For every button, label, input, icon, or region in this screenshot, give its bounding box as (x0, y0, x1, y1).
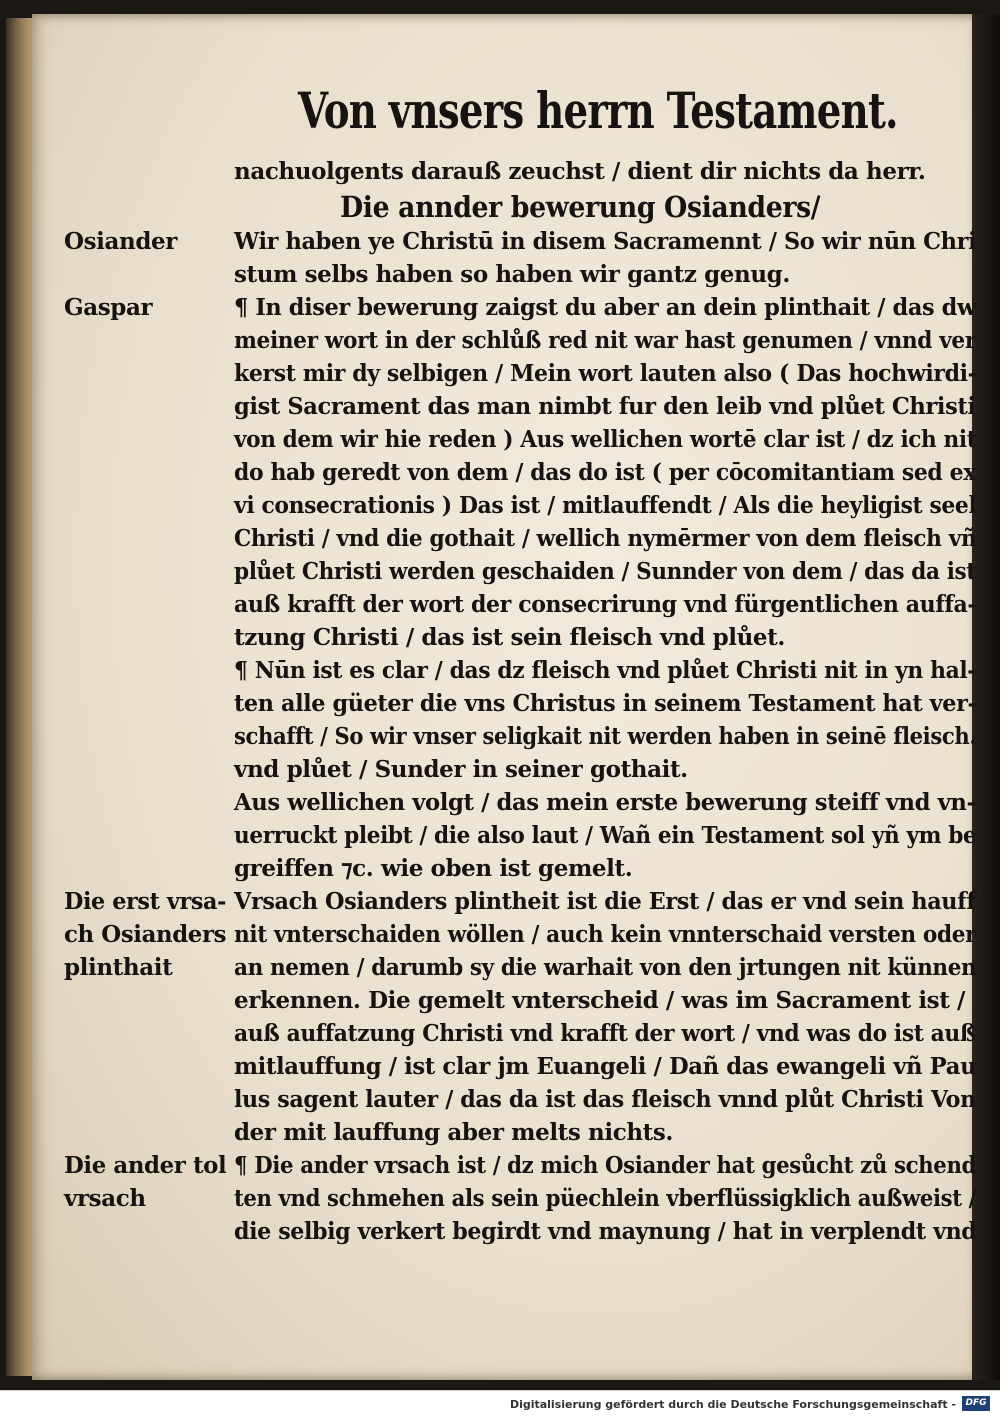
body-line: vi consecrationis ) Das ist / mitlauffendt / Als die heyligist seel (234, 492, 977, 519)
marginal-note: Die erst vrsa- (64, 888, 226, 915)
marginal-note: vrsach (64, 1185, 146, 1212)
body-line: do hab geredt von dem / das do ist ( per cōcomitantiam sed ex (234, 459, 976, 486)
marginal-note: Die ander tol (64, 1152, 227, 1179)
body-line: uerruckt pleibt / die also laut / Wañ ein Testament sol yñ ym be (234, 822, 977, 849)
body-line: schafft / So wir vnser seligkait nit werden haben in seinē fleisch. (234, 723, 977, 750)
body-line: an nemen / darumb sy die warhait von den jrtungen nit künnen (234, 954, 977, 981)
body-line: auß auffatzung Christi vnd krafft der wort / vnd was do ist auß (234, 1020, 977, 1047)
body-line: ten alle güeter die vns Christus in seinem Testament hat ver- (234, 690, 977, 717)
body-line: ¶ In diser bewerung zaigst du aber an dein plinthait / das dw (234, 294, 976, 321)
marginal-note: ch Osianders (64, 921, 227, 948)
body-line: die selbig verkert begirdt vnd maynung / hat in verplendt vnd (234, 1218, 977, 1245)
body-line: Christi / vnd die gothait / wellich nymērmer von dem fleisch vñ (234, 525, 977, 552)
body-line: stum selbs haben so haben wir gantz genug. (234, 261, 790, 288)
body-line: meiner wort in der schlůß red nit war hast genumen / vnnd ver (234, 327, 976, 354)
body-line: nachuolgents darauß zeuchst / dient dir nichts da herr. (234, 158, 926, 185)
marginal-note: Gaspar (64, 294, 153, 321)
body-line: vnd plůet / Sunder in seiner gothait. (234, 756, 688, 783)
body-line: auß krafft der wort der consecrirung vnd fürgentlichen auffa- (234, 591, 977, 618)
marginal-note: Osiander (64, 228, 177, 255)
body-line: kerst mir dy selbigen / Mein wort lauten also ( Das hochwirdi- (234, 360, 977, 387)
body-line: ¶ Die ander vrsach ist / dz mich Osiander hat gesůcht zů schend (234, 1152, 977, 1179)
body-line: von dem wir hie reden ) Aus wellichen wortē clar ist / dz ich nit (234, 426, 977, 453)
marginal-note: plinthait (64, 954, 173, 981)
funding-credit: Digitalisierung gefördert durch die Deutsche Forschungsgemeinschaft - (509, 1398, 956, 1411)
body-line: gist Sacrament das man nimbt fur den leib vnd plůet Christi (234, 393, 976, 420)
body-line: lus sagent lauter / das da ist das fleisch vnnd plůt Christi Von (234, 1086, 976, 1113)
body-line: mitlauffung / ist clar jm Euangeli / Dañ das ewangeli vñ Pau (234, 1053, 977, 1080)
body-line: ¶ Nūn ist es clar / das dz fleisch vnd plůet Christi nit in yn hal- (234, 657, 976, 684)
body-line: greiffen ⁊c. wie oben ist gemelt. (234, 855, 633, 882)
body-line: nit vnterschaiden wöllen / auch kein vnnterschaid versten oder (234, 921, 977, 948)
body-line: tzung Christi / das ist sein fleisch vnd plůet. (234, 624, 786, 651)
dfg-logo-icon[interactable]: DFG (962, 1396, 990, 1411)
body-line: Aus wellichen volgt / das mein erste bewerung steiff vnd vn- (234, 789, 976, 816)
body-line: der mit lauffung aber melts nichts. (234, 1119, 674, 1146)
body-line: plůet Christi werden geschaiden / Sunnder von dem / das da ist (234, 558, 976, 585)
body-line: ten vnd schmehen als sein püechlein vberflüssigklich außweist / (234, 1185, 977, 1212)
body-line: Wir haben ye Christū in disem Sacramennt / So wir nūn Chri (234, 228, 977, 255)
running-head: Von vnsers herrn Testament. (298, 81, 898, 140)
section-subheading: Die annder bewerung Osianders/ (340, 190, 821, 224)
body-line: erkennen. Die gemelt vnterscheid / was im Sacrament ist / (234, 987, 966, 1014)
body-line: Vrsach Osianders plintheit ist die Erst / das er vnd sein hauff (234, 888, 976, 915)
footer-bar (0, 1390, 1000, 1418)
